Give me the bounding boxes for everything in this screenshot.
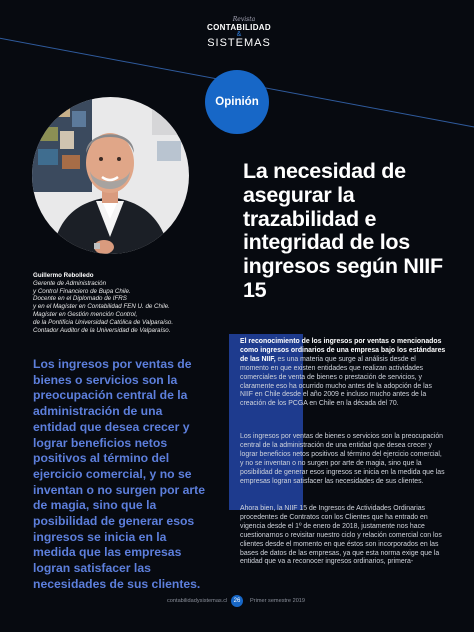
- author-role-line: Gerente de Administración: [33, 279, 107, 287]
- magazine-logo: [204, 16, 274, 49]
- author-role-line: de la Pontificia Universidad Católica de Valparaíso.: [33, 318, 174, 326]
- author-role-line: Magíster en Gestión mención Control,: [33, 310, 138, 318]
- page-number: 26: [231, 595, 243, 607]
- author-block: [33, 272, 223, 334]
- footer-site: contabilidadysistemas.cl: [167, 598, 228, 604]
- article-headline: La necesidad de asegurar la trazabilidad e integridad de los ingresos según NIIF 15: [243, 159, 443, 302]
- body-paragraph-2: Los ingresos por ventas de bienes o servicios son la preocupación central de la administración de una entidad que desea crecer y lograr beneficios netos positivos al término del ejercicio comercial, y no se inventan o no surgen por arte de magia, sino que la posibilidad de generar esos ingresos se inicia en la medida que las empresas logran satisfacer las necesidades de sus clientes.: [240, 433, 445, 485]
- footer-semester: Primer semestre 2019: [250, 598, 306, 604]
- author-role-line: y en el Magíster en Contabilidad FEN U. de Chile.: [33, 303, 170, 311]
- body-paragraph-1: [240, 338, 446, 409]
- pull-quote: Los ingresos por ventas de bienes o servicios son la preocupación central de la administración de una entidad que desea crecer y lograr beneficios netos positivos al término del ejercicio comercial, y no se inventan o no surgen por arte de magia, sino que la posibilidad de generar esos ingresos se inicia en la medida que las empresas logran satisfacer las necesidades de sus clientes.: [33, 357, 205, 591]
- paragraph-lead: El reconocimiento de los ingresos por ventas o mencionados como ingresos ordinarios de una empresa bajo los estándares de las NIIF,: [240, 338, 446, 363]
- body-paragraph-3: Ahora bien, la NIIF 15 de Ingresos de Actividades Ordinarias procedentes de Contratos con los Clientes que ha entrado en vigencia desde el 1º de enero de 2018, justamente nos hace cuestionarnos o revisitar nuestro ciclo y relación comercial con los clientes desde el momento en que éstos son incorporados en las bases de datos de las empresas, ya que esta norma exige que la entidad que va a reconocer ingresos ordinarios, primera-: [240, 505, 442, 566]
- author-role-line: Contador Auditor de la Universidad de Valparaíso.: [33, 326, 171, 334]
- section-badge: Opinión: [205, 70, 269, 134]
- logo-line1: CONTABILIDAD: [207, 23, 271, 32]
- logo-amp: &: [236, 31, 242, 38]
- logo-revista: Revista: [232, 16, 256, 23]
- author-role-line: y Control Financiero de Bupa Chile.: [33, 287, 131, 295]
- author-role-line: Docente en el Diplomado de IFRS: [33, 295, 127, 303]
- paragraph-rest: es una materia que surge al análisis desde el momento en que existen entidades que realizan actividades comerciales de venta de bienes o prestación de servicios, y claramente eso ha ocurrido mucho antes de la adopción de las NIIF en Chile desde el año 2009 e incluso mucho antes de la creación de los PCGA en Chile en la década del 70.: [240, 355, 432, 408]
- author-photo: [32, 97, 189, 254]
- logo-line2: SISTEMAS: [207, 37, 271, 49]
- author-name: Guillermo Rebolledo: [33, 272, 94, 279]
